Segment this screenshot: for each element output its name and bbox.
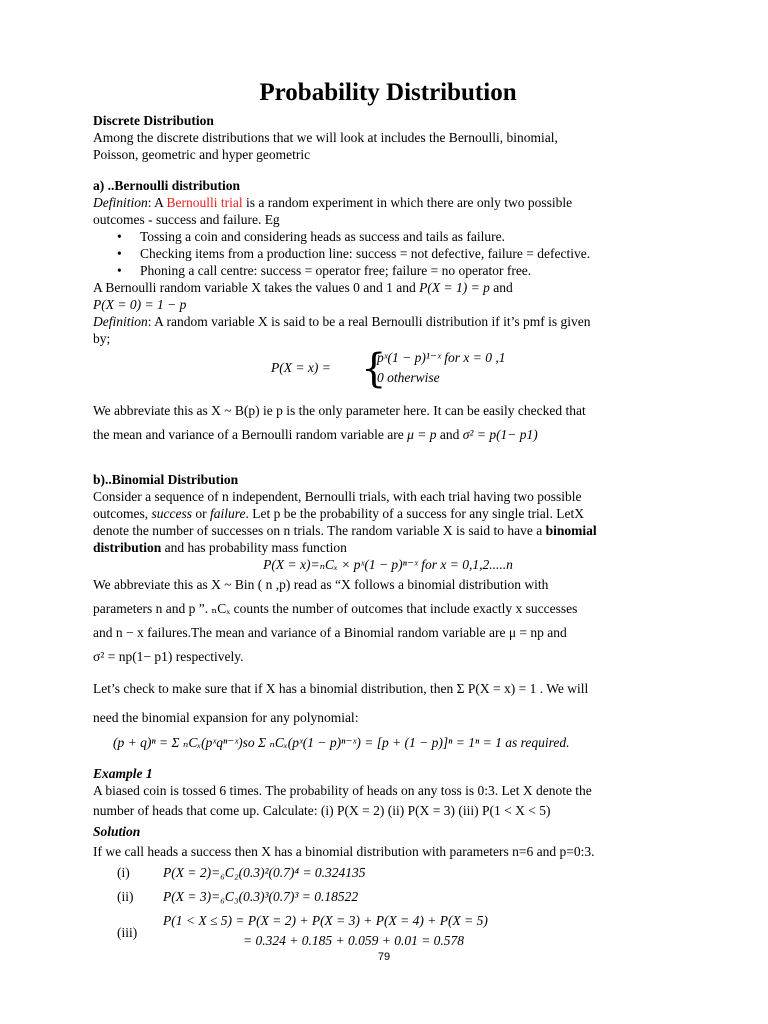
binomial-line-3 xyxy=(93,522,683,539)
bernoulli-abbreviation: We abbreviate this as X ~ B(p) ie p is the only parameter here. It can be easily checked that xyxy=(93,403,586,418)
mean-formula: μ = p xyxy=(407,427,437,442)
binomial-check-1: Let’s check to make sure that if X has a binomial distribution, then Σ P(X = x) = 1 . We will xyxy=(93,681,589,696)
bernoulli-definition-2-line-2: by; xyxy=(93,331,111,346)
example-line-1: A biased coin is tossed 6 times. The probability of heads on any toss is 0:3. Let X denote the xyxy=(93,783,592,798)
values-text: A Bernoulli random variable X takes the values 0 and 1 and xyxy=(93,280,420,295)
solution-title: Solution xyxy=(93,824,141,839)
part-formula-line-1: P(1 < X ≤ 5) = P(X = 2) + P(X = 3) + P(X = 4) + P(X = 5) xyxy=(163,913,488,928)
text: denote the number of successes on n trials. The random variable X is said to have a xyxy=(93,523,546,538)
part-formula: P(X = 3)=₆C₃(0.3)³(0.7)³ = 0.18522 xyxy=(163,889,359,904)
binomial-line-1: Consider a sequence of n independent, Bernoulli trials, with each trial having two possible xyxy=(93,489,582,504)
bernoulli-definition xyxy=(93,194,683,211)
example-title: Example 1 xyxy=(93,766,153,781)
bernoulli-trial-link[interactable]: Bernoulli trial xyxy=(166,195,243,210)
example-heading xyxy=(93,765,683,782)
formula-p0: P(X = 0) = 1 − p xyxy=(93,297,187,312)
bernoulli-heading: a) ..Bernoulli distribution xyxy=(93,178,241,193)
binomial-abbreviation-4: σ² = np(1− p1) respectively. xyxy=(93,649,244,664)
part-label: (i) xyxy=(117,865,130,880)
definition-2-text: : A random variable X is said to be a real Bernoulli distribution if it’s pmf is given xyxy=(147,314,591,329)
bernoulli-mean-variance xyxy=(93,423,683,447)
solution-line-1: If we call heads a success then X has a binomial distribution with parameters n=6 and p=0:3. xyxy=(93,844,595,859)
text: and has probability mass function xyxy=(161,540,347,555)
page-title: Probability Distribution xyxy=(259,79,517,106)
bernoulli-definition-2 xyxy=(93,313,683,330)
discrete-heading: Discrete Distribution xyxy=(93,113,214,128)
formula-p1: P(X = 1) = p xyxy=(419,280,490,295)
solution-part-iii xyxy=(93,912,683,952)
example-line-2: number of heads that come up. Calculate: (i) P(X = 2) (ii) P(X = 3) (iii) P(1 < X < 5) xyxy=(93,803,551,818)
pmf-lhs: P(X = x) = xyxy=(271,360,331,375)
bernoulli-values-line xyxy=(93,279,683,296)
part-label: (ii) xyxy=(117,889,134,904)
part-formula: P(X = 2)=₆C₂(0.3)²(0.7)⁴ = 0.324135 xyxy=(163,865,366,880)
list-item: • Tossing a coin and considering heads as success and tails as failure. xyxy=(93,228,683,245)
binomial-expansion-formula: (p + q)ⁿ = Σ ₙCₓ(pˣqⁿ⁻ˣ)so Σ ₙCₓ(pˣ(1 − p)ⁿ⁻ˣ) = [p + (1 − p)]ⁿ = 1ⁿ = 1 as required. xyxy=(113,735,570,750)
definition-label: Definition xyxy=(93,195,148,210)
text: . Let p be the probability of a success for any single trial. LetX xyxy=(245,506,585,521)
mean-variance-text: the mean and variance of a Bernoulli random variable are xyxy=(93,427,408,442)
binomial-pmf-formula: P(X = x)=ₙCₓ × pˣ(1 − p)ⁿ⁻ˣ for x = 0,1,2.....n xyxy=(263,557,513,572)
discrete-intro-line-1: Among the discrete distributions that we will look at includes the Bernoulli, binomial, xyxy=(93,130,558,145)
binomial-abbreviation-1: We abbreviate this as X ~ Bin ( n ,p) read as “X follows a binomial distribution with xyxy=(93,577,549,592)
part-label: (iii) xyxy=(117,925,138,940)
list-item: • Checking items from a production line: success = not defective, failure = defective. xyxy=(93,245,683,262)
binomial-heading: b)..Binomial Distribution xyxy=(93,472,239,487)
pmf-case-1: pˣ(1 − p)¹⁻ˣ for x = 0 ,1 xyxy=(377,350,506,365)
bernoulli-examples-list xyxy=(93,228,683,279)
binomial-check-2: need the binomial expansion for any polynomial: xyxy=(93,710,359,725)
solution-part-ii xyxy=(93,888,683,908)
solution-part-i xyxy=(93,864,683,884)
discrete-intro-line-2: Poisson, geometric and hyper geometric xyxy=(93,147,311,162)
binomial-line-4 xyxy=(93,539,683,556)
and-text: and xyxy=(489,280,513,295)
page-content xyxy=(93,78,683,952)
failure-word: failure xyxy=(210,506,246,521)
solution-heading xyxy=(93,823,683,840)
definition-text-rest: is a random experiment in which there are only two possible xyxy=(242,195,573,210)
bernoulli-pmf-formula xyxy=(93,347,683,391)
definition-2-label: Definition xyxy=(93,314,148,329)
list-item: • Phoning a call centre: success = operator free; failure = no operator free. xyxy=(93,262,683,279)
text: outcomes, xyxy=(93,506,152,521)
pmf-case-2: 0 otherwise xyxy=(377,370,440,385)
binomial-abbreviation-3: and n − x failures.The mean and variance of a Binomial random variable are μ = np and xyxy=(93,625,567,640)
definition-text-a: : A xyxy=(147,195,167,210)
binomial-abbreviation-2: parameters n and p ”. ₙCₓ counts the number of outcomes that include exactly x successes xyxy=(93,601,578,616)
text: or xyxy=(192,506,210,521)
and-text-2: and xyxy=(436,427,463,442)
binomial-line-2 xyxy=(93,505,683,522)
page-number: 79 xyxy=(377,951,391,963)
variance-formula: σ² = p(1− p1) xyxy=(462,427,538,442)
bernoulli-definition-line-2: outcomes - success and failure. Eg xyxy=(93,212,280,227)
success-word: success xyxy=(151,506,192,521)
bold-term: binomial xyxy=(545,523,597,538)
brace-symbol: { xyxy=(361,346,387,392)
part-formula-line-2: = 0.324 + 0.185 + 0.059 + 0.01 = 0.578 xyxy=(243,933,465,948)
bold-term: distribution xyxy=(93,540,162,555)
